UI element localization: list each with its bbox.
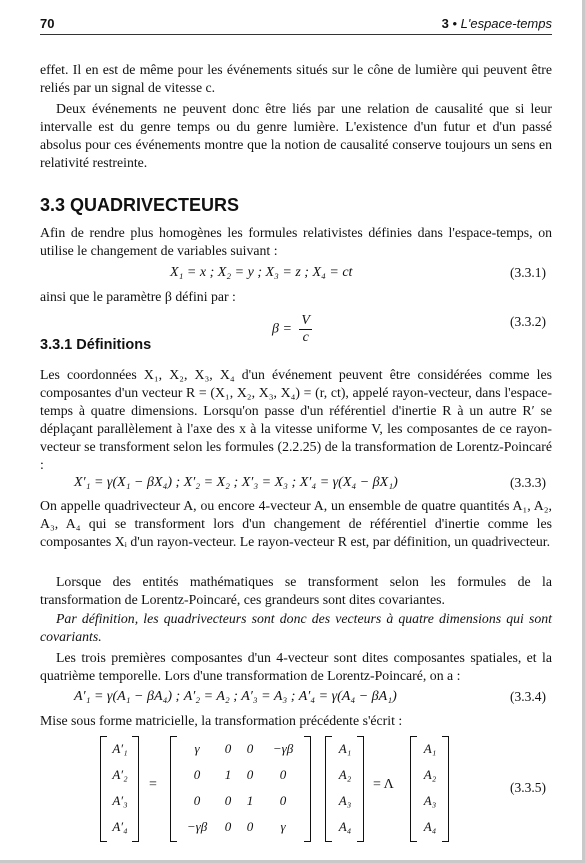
lhs-entry: A′₃ xyxy=(112,793,128,808)
equation-number-3-3-5: (3.3.5) xyxy=(510,780,546,795)
lhs-entry: A′₁ xyxy=(112,741,128,756)
paragraph-2: Deux événements ne peuvent donc être liés par une relation de causalité que si leur intervalle est du genre temps ou du genre lumière. L'existence d'un futur et d'un passé absolus pour ces événements montre que la notion de causalité conserve toujours un sens en relativité restreinte. xyxy=(40,101,552,170)
matrix-column-4 xyxy=(264,736,302,840)
matrix-entry: −γβ xyxy=(272,741,294,756)
equation-number-3-3-2: (3.3.2) xyxy=(510,314,546,329)
matrix-entry: γ xyxy=(280,819,286,834)
right-bracket xyxy=(357,736,364,842)
matrix-entry: 0 xyxy=(224,741,232,756)
fraction xyxy=(299,313,312,346)
right-bracket xyxy=(442,736,449,842)
matrix-entry: 0 xyxy=(246,741,254,756)
matrix-entry: 0 xyxy=(193,767,201,782)
matrix-entry: 0 xyxy=(193,793,201,808)
vector-entry: A₄ xyxy=(338,819,352,834)
fraction-numerator: V xyxy=(301,313,310,328)
matrix-entry: 0 xyxy=(224,819,232,834)
left-bracket xyxy=(325,736,332,842)
section-heading: 3.3 QUADRIVECTEURS xyxy=(40,195,240,215)
vector-entry: A₄ xyxy=(423,819,437,834)
source-column xyxy=(333,736,357,840)
left-bracket xyxy=(100,736,107,842)
paragraph-6: On appelle quadrivecteur A, ou encore 4-vecteur A, un ensemble de quatre quantités A₁, A₂, A₃, A₄ qui se transforment lors d'un changement de référentiel d'inertie comme les composantes Xᵢ d'un rayon-vecteur. Le rayon-vecteur R est, par définition, un quadrivecteur. xyxy=(40,498,552,549)
paragraph-7: Lorsque des entités mathématiques se transforment selon les formules de la transformation de Lorentz-Poincaré, ces grandeurs sont dites covariantes. xyxy=(40,574,552,607)
equation-3-3-4: A′₁ = γ(A₁ − βA₄) ; A′₂ = A₂ ; A′₃ = A₃ ; A′₄ = γ(A₄ − βA₁) xyxy=(74,689,397,704)
left-bracket xyxy=(170,736,177,842)
lhs-vector xyxy=(100,736,140,840)
equation-number-3-3-3: (3.3.3) xyxy=(510,475,546,490)
matrix-entry: 0 xyxy=(224,793,232,808)
matrix-column-1 xyxy=(180,736,214,840)
subsection-heading: 3.3.1 Définitions xyxy=(40,337,152,353)
chapter-title-text: L'espace-temps xyxy=(460,16,552,31)
vector-entry: A₃ xyxy=(338,793,352,808)
lorentz-matrix xyxy=(170,736,312,840)
paragraph-9: Les trois premières composantes d'un 4-vecteur sont dites composantes spatiales, et la quatrième temporelle. Lors d'une transformation de Lorentz-Poincaré, on a : xyxy=(40,650,552,683)
equation-number-3-3-1: (3.3.1) xyxy=(510,265,546,280)
page-number: 70 xyxy=(40,16,55,31)
matrix-entry: γ xyxy=(194,741,200,756)
vector-entry: A₃ xyxy=(423,793,437,808)
matrix-entry: 0 xyxy=(279,793,287,808)
matrix-column-3 xyxy=(240,736,260,840)
equation-3-3-2 xyxy=(272,313,312,346)
vector-entry: A₂ xyxy=(423,767,437,782)
rhs-vector xyxy=(410,736,450,840)
source-vector xyxy=(325,736,365,840)
lhs-entry: A′₂ xyxy=(112,767,128,782)
vector-entry: A₁ xyxy=(338,741,352,756)
lhs-entry: A′₄ xyxy=(112,819,128,834)
paragraph-10: Mise sous forme matricielle, la transformation précédente s'écrit : xyxy=(40,713,403,728)
equation-3-3-1: X₁ = x ; X₂ = y ; X₃ = z ; X₄ = ct xyxy=(170,265,353,280)
paragraph-1: effet. Il en est de même pour les événements situés sur le cône de lumière qui peuvent être reliés par un signal de vitesse c. xyxy=(40,62,552,95)
chapter-title xyxy=(442,16,552,31)
matrix-entry: 1 xyxy=(246,793,254,808)
running-header xyxy=(40,12,552,34)
rhs-column xyxy=(418,736,442,840)
fraction-denominator: c xyxy=(302,330,309,345)
vector-entry: A₁ xyxy=(423,741,437,756)
vector-entry: A₂ xyxy=(338,767,352,782)
matrix-entry: 0 xyxy=(246,819,254,834)
chapter-number: 3 xyxy=(441,16,449,31)
equation-3-3-3: X′₁ = γ(X₁ − βX₄) ; X′₂ = X₂ ; X′₃ = X₃ ; X′₄ = γ(X₄ − βX₁) xyxy=(74,475,398,490)
matrix-entry: 1 xyxy=(224,767,232,782)
paragraph-3: Afin de rendre plus homogènes les formules relativistes définies dans l'espace-temps, on utilise le changement de variables suivant : xyxy=(40,225,552,258)
right-bracket xyxy=(132,736,139,842)
paragraph-5: Les coordonnées X₁, X₂, X₃, X₄ d'un événement peuvent être considérées comme les composantes d'un vecteur R = (X₁, X₂, X₃, X₄) = (r, ct), appelé rayon-vecteur, dans l'espace-temps à quatre dimensions. Lorsqu'on passe d'un référentiel d'inertie R à un autre R′ se déplaçant parallèlement à l'axe des x à la vitesse uniforme V, les composantes de ce rayon-vecteur se transforment selon les formules (2.2.25) de la transformation de Lorentz-Poincaré : xyxy=(40,367,552,472)
header-rule xyxy=(40,34,552,35)
matrix-entry: 0 xyxy=(246,767,254,782)
matrix-column-2 xyxy=(218,736,238,840)
matrix-entry: 0 xyxy=(279,767,287,782)
lambda-operator: = Λ xyxy=(373,777,394,792)
header-bullet: • xyxy=(452,16,457,31)
equals-sign: = xyxy=(149,777,157,792)
beta-lhs: β = xyxy=(272,321,292,337)
left-bracket xyxy=(410,736,417,842)
matrix-entry: −γβ xyxy=(186,819,208,834)
paragraph-4: ainsi que le paramètre β défini par : xyxy=(40,289,236,304)
paragraph-8: Par définition, les quadrivecteurs sont donc des vecteurs à quatre dimensions qui sont covariants. xyxy=(40,611,552,644)
right-bracket xyxy=(304,736,311,842)
equation-number-3-3-4: (3.3.4) xyxy=(510,689,546,704)
lhs-column xyxy=(108,736,132,840)
